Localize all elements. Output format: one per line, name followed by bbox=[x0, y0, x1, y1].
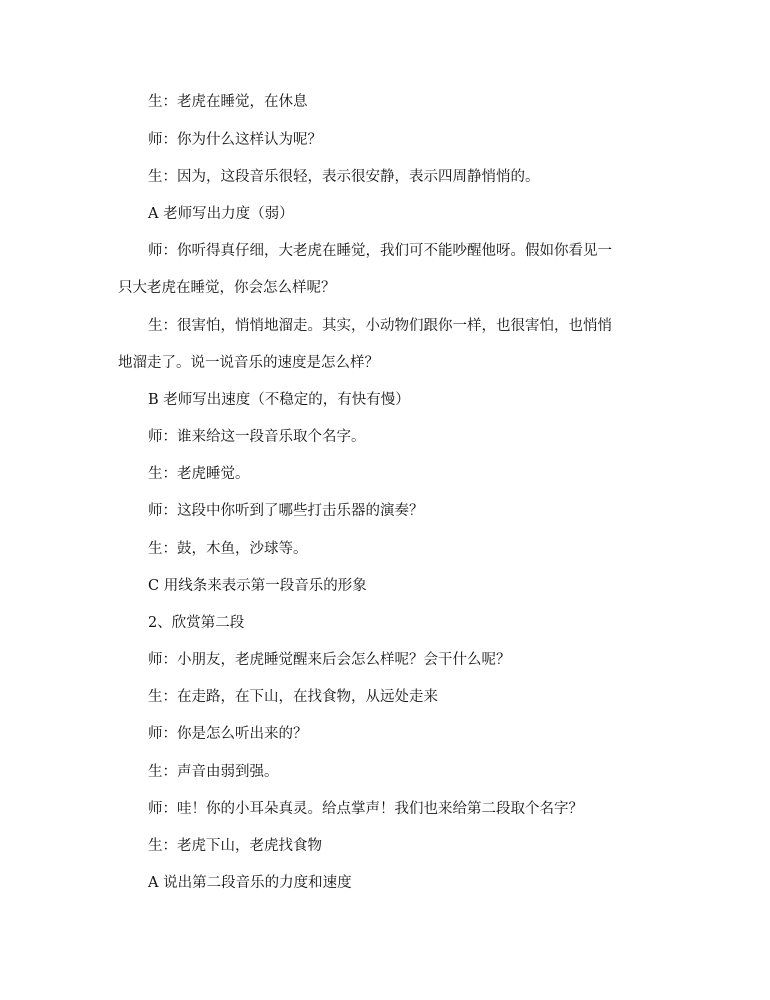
paragraph-line: A 说出第二段音乐的力度和速度 bbox=[148, 875, 352, 891]
paragraph-line: 生：老虎下山，老虎找食物 bbox=[148, 838, 322, 854]
paragraph-line: 生：在走路，在下山，在找食物，从远处走来 bbox=[148, 689, 438, 705]
paragraph-line: 只大老虎在睡觉，你会怎么样呢？ bbox=[118, 280, 336, 296]
paragraph-line: 师：哇！你的小耳朵真灵。给点掌声！我们也来给第二段取个名字？ bbox=[148, 801, 583, 817]
paragraph-line: 师：这段中你听到了哪些打击乐器的演奏？ bbox=[148, 503, 424, 519]
paragraph-line: 生：鼓，木鱼，沙球等。 bbox=[148, 541, 308, 557]
paragraph-line: C 用线条来表示第一段音乐的形象 bbox=[148, 578, 367, 594]
paragraph-line: 生：很害怕，悄悄地溜走。其实，小动物们跟你一样，也很害怕，也悄悄 bbox=[148, 318, 612, 334]
paragraph-line: B 老师写出速度（不稳定的，有快有慢） bbox=[148, 392, 410, 408]
paragraph-line: 师：你为什么这样认为呢？ bbox=[148, 132, 322, 148]
paragraph-line: 生：因为，这段音乐很轻，表示很安静，表示四周静悄悄的。 bbox=[148, 169, 540, 185]
paragraph-line: 师：你听得真仔细，大老虎在睡觉，我们可不能吵醒他呀。假如你看见一 bbox=[148, 243, 612, 259]
section-heading: 2、欣赏第二段 bbox=[148, 615, 245, 631]
paragraph-line: 师：你是怎么听出来的？ bbox=[148, 726, 308, 742]
paragraph-line: 地溜走了。说一说音乐的速度是怎么样？ bbox=[118, 355, 379, 371]
paragraph-line: 生：声音由弱到强。 bbox=[148, 764, 279, 780]
paragraph-line: 生：老虎在睡觉，在休息 bbox=[148, 94, 308, 110]
paragraph-line: 师：小朋友，老虎睡觉醒来后会怎么样呢？会干什么呢？ bbox=[148, 652, 511, 668]
paragraph-line: 生：老虎睡觉。 bbox=[148, 466, 250, 482]
paragraph-line: 师：谁来给这一段音乐取个名字。 bbox=[148, 429, 366, 445]
paragraph-line: A 老师写出力度（弱） bbox=[148, 206, 294, 222]
